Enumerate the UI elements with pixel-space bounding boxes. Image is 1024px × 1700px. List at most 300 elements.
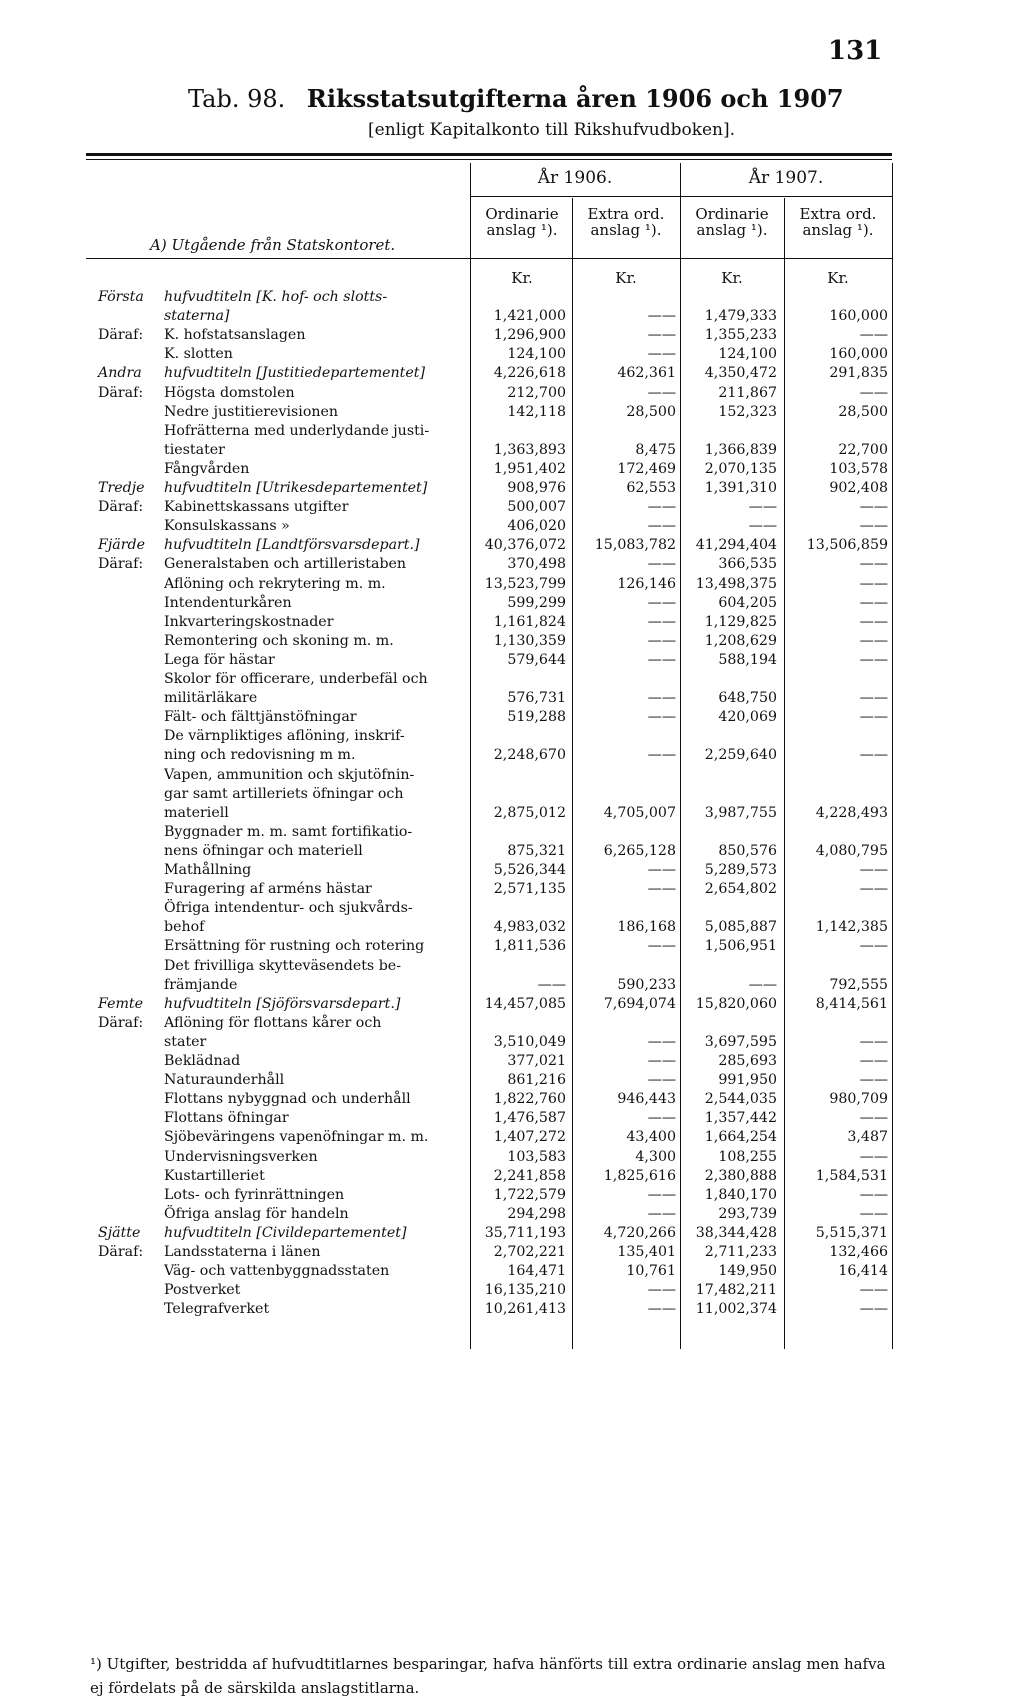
row-value: —— [859, 881, 888, 898]
table-row [98, 441, 893, 460]
row-prefix: Femte [98, 995, 144, 1012]
table-row [98, 1224, 893, 1243]
row-value: 5,085,887 [704, 919, 777, 936]
row-value: 406,020 [507, 518, 566, 535]
row-value: 946,443 [617, 1091, 676, 1108]
row-value: 462,361 [617, 365, 676, 382]
table-row [98, 995, 893, 1014]
row-value: —— [859, 1072, 888, 1089]
row-label: Furagering af arméns hästar [164, 881, 372, 898]
row-value: 3,987,755 [704, 804, 777, 821]
row-label: Skolor för officerare, underbefäl och [164, 671, 428, 687]
row-label: Lots- och fyrinrättningen [164, 1186, 345, 1203]
row-value: 1,951,402 [493, 460, 566, 477]
row-label: Lega för hästar [164, 651, 275, 668]
row-value: —— [647, 384, 676, 401]
row-value: 10,761 [626, 1263, 676, 1280]
row-label: Flottans öfningar [164, 1110, 289, 1127]
row-prefix: Tredje [98, 480, 145, 496]
row-value: 6,265,128 [603, 842, 676, 859]
row-value: 22,700 [838, 441, 888, 458]
row-value: 126,146 [617, 575, 676, 592]
row-value: 124,100 [718, 346, 777, 363]
row-value: —— [647, 1110, 676, 1127]
row-value: 2,259,640 [704, 747, 777, 764]
table-row [98, 307, 893, 326]
row-label: Flottans nybyggnad och underhåll [164, 1091, 411, 1108]
row-value: 1,129,825 [704, 613, 777, 630]
row-label: Aflöning och rekrytering m. m. [164, 575, 386, 592]
table-row [98, 918, 893, 937]
row-value: —— [647, 499, 676, 516]
table-heading: Riksstatsutgifterna åren 1906 och 1907 [306, 84, 844, 113]
row-label: Högsta domstolen [164, 384, 295, 401]
row-value: 599,299 [507, 594, 566, 611]
row-value: —— [859, 938, 888, 955]
row-value: 13,498,375 [695, 575, 777, 592]
row-label: Det frivilliga skytteväsendets be- [164, 957, 401, 974]
row-value: 1,811,536 [493, 938, 566, 955]
row-value: 1,357,442 [704, 1110, 777, 1127]
table-row [98, 1300, 893, 1319]
table-row [98, 479, 893, 498]
row-value: —— [647, 594, 676, 611]
row-value: 152,323 [718, 403, 777, 420]
row-label: hufvudtiteln [Sjöförsvarsdepart.] [164, 995, 401, 1012]
row-value: 40,376,072 [484, 537, 566, 554]
row-prefix: Fjärde [98, 537, 145, 554]
table-row [98, 1014, 893, 1033]
row-label: främjande [164, 976, 238, 993]
year-1907: År 1907. [748, 168, 824, 188]
row-label: Beklädnad [164, 1053, 241, 1069]
row-value: —— [647, 1186, 676, 1203]
table-row [98, 1186, 893, 1205]
row-value: 579,644 [507, 651, 566, 668]
table-row [98, 727, 893, 746]
row-value: —— [859, 651, 888, 668]
row-value: 370,498 [507, 556, 566, 573]
row-value: 15,820,060 [695, 995, 777, 1012]
row-value: —— [647, 1053, 676, 1069]
row-value: 103,583 [507, 1148, 566, 1165]
row-label: Inkvarteringskostnader [164, 613, 334, 630]
row-value: —— [859, 556, 888, 573]
row-label: Mathållning [164, 862, 252, 878]
row-label: militärläkare [164, 690, 258, 707]
table-row [98, 326, 893, 345]
row-label: Telegrafverket [164, 1301, 270, 1318]
table-row [98, 1090, 893, 1109]
row-value: —— [647, 709, 676, 726]
row-value: —— [647, 1205, 676, 1222]
row-label: Fångvården [164, 460, 250, 477]
row-prefix: Däraf: [98, 1244, 144, 1260]
row-value: 13,506,859 [806, 537, 888, 554]
row-value: 103,578 [829, 460, 888, 477]
row-value: 1,840,170 [704, 1186, 777, 1203]
row-value: 14,457,085 [484, 995, 566, 1012]
table-row [98, 976, 893, 995]
row-value: 2,702,221 [493, 1244, 566, 1260]
row-label: stater [164, 1033, 207, 1050]
row-label: Undervisningsverken [164, 1148, 318, 1165]
row-value: 160,000 [829, 308, 888, 325]
table-row [98, 1052, 893, 1071]
row-label: materiell [164, 804, 229, 821]
table-row [98, 785, 893, 804]
table-row [98, 766, 893, 785]
row-value: 293,739 [718, 1205, 777, 1222]
row-value: 1,161,824 [493, 613, 566, 630]
row-value: 1,476,587 [493, 1110, 566, 1127]
row-value: 1,584,531 [815, 1167, 888, 1184]
row-label: Fält- och fälttjänstöfningar [164, 709, 357, 726]
unit-label: Kr. [511, 269, 533, 287]
row-value: 1,506,951 [704, 938, 777, 955]
row-label: Vapen, ammunition och skjutöfnin- [164, 766, 415, 783]
row-value: 160,000 [829, 346, 888, 363]
row-value: 7,694,074 [603, 995, 676, 1012]
row-value: 420,069 [718, 709, 777, 726]
unit-label: Kr. [721, 269, 743, 287]
table-row [98, 689, 893, 708]
row-value: —— [647, 308, 676, 325]
row-value: —— [647, 556, 676, 573]
table-row [98, 1128, 893, 1147]
row-label: ning och redovisning m m. [164, 747, 356, 764]
row-value: —— [647, 1301, 676, 1318]
row-value: 861,216 [507, 1072, 566, 1089]
row-value: 164,471 [507, 1263, 566, 1280]
row-label: Naturaunderhåll [164, 1072, 285, 1089]
row-value: —— [859, 1033, 888, 1050]
table-title [188, 84, 844, 113]
row-value: 17,482,211 [695, 1282, 777, 1299]
row-value: 1,355,233 [704, 327, 777, 344]
row-value: 172,469 [617, 460, 676, 477]
table-row [98, 1033, 893, 1052]
row-value: 212,700 [507, 384, 566, 401]
row-label: staterna] [164, 308, 230, 325]
table-row [98, 861, 893, 880]
table-row [98, 384, 893, 403]
row-prefix: Andra [98, 365, 142, 382]
row-label: hufvudtiteln [Utrikesdepartementet] [164, 480, 428, 496]
row-value: 792,555 [829, 976, 888, 993]
row-label: Landsstaterna i länen [164, 1244, 321, 1260]
row-value: —— [859, 499, 888, 516]
row-value: —— [859, 1282, 888, 1299]
row-value: 62,553 [626, 480, 676, 496]
row-label: K. hofstatsanslagen [164, 327, 306, 344]
row-label: K. slotten [164, 346, 233, 363]
row-value: 186,168 [617, 919, 676, 936]
row-label: Remontering och skoning m. m. [164, 632, 394, 649]
col-head-1906-ordinarie: Ordinarie anslag ¹). [485, 205, 559, 239]
table-row [98, 613, 893, 632]
col-head-1906-extra: Extra ord. anslag ¹). [587, 205, 665, 239]
row-value: 519,288 [507, 709, 566, 726]
row-value: —— [647, 881, 676, 898]
row-value: 980,709 [829, 1091, 888, 1108]
row-value: 149,950 [718, 1263, 777, 1280]
row-prefix: Däraf: [98, 384, 144, 401]
row-prefix: Däraf: [98, 499, 144, 516]
row-label: Kustartilleriet [164, 1167, 265, 1184]
row-label: Nedre justitierevisionen [164, 403, 339, 420]
row-value: —— [859, 747, 888, 764]
row-value: 648,750 [718, 690, 777, 707]
row-prefix: Sjätte [98, 1224, 141, 1241]
row-value: 1,296,900 [493, 327, 566, 344]
table-row [98, 1205, 893, 1224]
row-value: —— [859, 384, 888, 401]
row-value: 588,194 [718, 651, 777, 668]
row-value: 604,205 [718, 594, 777, 611]
row-value: 132,466 [829, 1244, 888, 1260]
row-value: 5,515,371 [815, 1224, 888, 1241]
row-value: 1,407,272 [493, 1129, 566, 1146]
table-row [98, 536, 893, 555]
row-value: 991,950 [718, 1072, 777, 1089]
row-value: 500,007 [507, 499, 566, 516]
row-value: —— [647, 862, 676, 878]
table-row [98, 823, 893, 842]
row-value: 3,697,595 [704, 1033, 777, 1050]
row-value: —— [748, 976, 777, 993]
row-label: Postverket [164, 1282, 241, 1299]
row-value: 16,135,210 [484, 1282, 566, 1299]
table-row [98, 1109, 893, 1128]
table-row [98, 422, 893, 441]
row-value: 908,976 [507, 480, 566, 496]
row-value: 1,722,579 [493, 1186, 566, 1203]
row-label: hufvudtiteln [K. hof- och slotts- [164, 289, 388, 305]
table-row [98, 1281, 893, 1300]
row-label: Konsulskassans » [164, 518, 290, 535]
table-row [98, 746, 893, 765]
row-value: 3,510,049 [493, 1033, 566, 1050]
row-label: Byggnader m. m. samt fortifikatio- [164, 823, 413, 840]
row-value: —— [859, 613, 888, 630]
row-label: Aflöning för flottans kårer och [164, 1014, 382, 1031]
row-value: 1,208,629 [704, 632, 777, 649]
table-row [98, 708, 893, 727]
row-value: —— [647, 651, 676, 668]
table-row [98, 345, 893, 364]
unit-label: Kr. [615, 269, 637, 287]
row-value: 4,983,032 [493, 919, 566, 936]
row-value: 291,835 [829, 365, 888, 382]
col-head-1907-extra: Extra ord. anslag ¹). [799, 205, 877, 239]
row-value: 2,241,858 [493, 1167, 566, 1184]
row-value: —— [647, 1282, 676, 1299]
row-value: —— [859, 1301, 888, 1318]
row-value: 41,294,404 [695, 537, 777, 554]
row-value: 124,100 [507, 346, 566, 363]
row-value: —— [859, 690, 888, 707]
row-value: —— [859, 1148, 888, 1165]
table-row [98, 880, 893, 899]
row-value: 4,080,795 [815, 842, 888, 859]
row-value: 2,070,135 [704, 460, 777, 477]
table-row [98, 1243, 893, 1262]
row-value: —— [647, 747, 676, 764]
row-value: —— [859, 632, 888, 649]
row-value: 1,142,385 [815, 919, 888, 936]
row-value: —— [647, 690, 676, 707]
row-value: 1,825,616 [603, 1167, 676, 1184]
row-value: 3,487 [847, 1129, 888, 1146]
row-value: —— [859, 575, 888, 592]
row-value: 2,654,802 [704, 881, 777, 898]
row-value: —— [647, 938, 676, 955]
row-label: Öfriga anslag för handeln [164, 1205, 349, 1222]
row-value: 15,083,782 [594, 537, 676, 554]
row-value: 10,261,413 [484, 1301, 566, 1318]
row-value: —— [859, 1110, 888, 1127]
row-value: 4,228,493 [815, 804, 888, 821]
top-rule [86, 153, 892, 156]
row-label: hufvudtiteln [Landtförsvarsdepart.] [164, 537, 420, 554]
row-value: —— [859, 1053, 888, 1069]
row-value: —— [647, 327, 676, 344]
row-label: Kabinettskassans utgifter [164, 499, 349, 516]
row-value: 38,344,428 [695, 1224, 777, 1241]
table-row [98, 288, 893, 307]
row-label: Sjöbeväringens vapenöfningar m. m. [164, 1129, 429, 1146]
row-label: gar samt artilleriets öfningar och [164, 785, 404, 802]
table-row [98, 555, 893, 574]
table-subtitle: [enligt Kapitalkonto till Rikshufvudboken]. [368, 120, 736, 140]
row-value: 576,731 [507, 690, 566, 707]
row-value: 1,130,359 [493, 632, 566, 649]
row-value: 2,571,135 [493, 881, 566, 898]
row-value: 4,350,472 [704, 365, 777, 382]
header-rule [86, 258, 892, 259]
row-value: —— [859, 1186, 888, 1203]
row-value: 11,002,374 [695, 1301, 777, 1318]
row-prefix: Däraf: [98, 556, 144, 573]
row-value: —— [748, 499, 777, 516]
row-value: —— [647, 613, 676, 630]
row-label: Ersättning för rustning och rotering [164, 938, 425, 955]
row-prefix: Första [98, 289, 144, 305]
row-value: —— [647, 632, 676, 649]
row-label: De värnpliktiges aflöning, inskrif- [164, 728, 405, 745]
row-value: 4,300 [635, 1148, 676, 1165]
row-value: 43,400 [626, 1129, 676, 1146]
row-value: 16,414 [838, 1263, 888, 1280]
row-value: —— [647, 1072, 676, 1089]
row-label: Generalstaben och artilleristaben [164, 556, 407, 573]
row-value: 377,021 [507, 1053, 566, 1069]
row-value: 8,475 [635, 441, 676, 458]
table-row [98, 575, 893, 594]
table-row [98, 670, 893, 689]
row-label: behof [164, 919, 205, 936]
row-value: 2,711,233 [704, 1244, 777, 1260]
row-value: 2,544,035 [704, 1091, 777, 1108]
row-value: 590,233 [617, 976, 676, 993]
row-value: 294,298 [507, 1205, 566, 1222]
row-value: 1,822,760 [493, 1091, 566, 1108]
table-row [98, 1071, 893, 1090]
row-value: 1,363,893 [493, 441, 566, 458]
row-label: Intendenturkåren [164, 594, 292, 611]
row-value: 2,875,012 [493, 804, 566, 821]
table-row [98, 804, 893, 823]
row-value: 4,720,266 [603, 1224, 676, 1241]
row-prefix: Däraf: [98, 1014, 144, 1031]
row-value: —— [859, 862, 888, 878]
row-label: hufvudtiteln [Civildepartementet] [164, 1224, 407, 1241]
row-value: 285,693 [718, 1053, 777, 1069]
table-row [98, 1262, 893, 1281]
row-value: —— [647, 518, 676, 535]
row-value: 2,380,888 [704, 1167, 777, 1184]
row-value: 1,421,000 [493, 308, 566, 325]
row-label: Väg- och vattenbyggnadsstaten [164, 1263, 390, 1280]
row-value: 1,366,839 [704, 441, 777, 458]
table-row [98, 498, 893, 517]
row-value: 28,500 [838, 403, 888, 420]
row-label: nens öfningar och materiell [164, 842, 363, 859]
row-value: 142,118 [507, 403, 566, 420]
row-value: 2,248,670 [493, 747, 566, 764]
row-value: 135,401 [617, 1244, 676, 1260]
row-value: —— [859, 709, 888, 726]
row-value: 875,321 [507, 842, 566, 859]
row-value: 211,867 [718, 384, 777, 401]
row-value: 850,576 [718, 842, 777, 859]
table-number: Tab. 98. [188, 85, 286, 113]
row-value: 13,523,799 [484, 575, 566, 592]
row-value: 4,705,007 [603, 804, 676, 821]
row-value: 1,479,333 [704, 308, 777, 325]
top-rule-thin [86, 159, 892, 160]
table-row [98, 957, 893, 976]
row-value: 902,408 [829, 480, 888, 496]
table-row [98, 651, 893, 670]
table-row [98, 1167, 893, 1186]
page-number: 131 [828, 36, 883, 66]
row-value: —— [647, 346, 676, 363]
row-value: 1,664,254 [704, 1129, 777, 1146]
table-row [98, 403, 893, 422]
row-value: 28,500 [626, 403, 676, 420]
year-rule [470, 196, 892, 197]
row-value: 1,391,310 [704, 480, 777, 496]
col-head-1907-ordinarie: Ordinarie anslag ¹). [695, 205, 769, 239]
table-row [98, 517, 893, 536]
row-value: —— [859, 594, 888, 611]
row-label: hufvudtiteln [Justitiedepartementet] [164, 365, 426, 382]
row-value: —— [748, 518, 777, 535]
table-row [98, 1148, 893, 1167]
footnote: ¹) Utgifter, bestridda af hufvudtitlarnes besparingar, hafva hänförts till extra ordinarie anslag men hafva ej fördelats på de särskilda anslagstitlarna. [90, 1655, 886, 1697]
unit-label: Kr. [827, 269, 849, 287]
table-row [98, 899, 893, 918]
row-value: 5,526,344 [493, 862, 566, 878]
row-value: 108,255 [718, 1148, 777, 1165]
row-value: 35,711,193 [484, 1224, 566, 1241]
table-row [98, 364, 893, 383]
row-value: —— [859, 518, 888, 535]
section-label: A) Utgående från Statskontoret. [150, 236, 396, 254]
row-label: Öfriga intendentur- och sjukvårds- [164, 900, 413, 917]
